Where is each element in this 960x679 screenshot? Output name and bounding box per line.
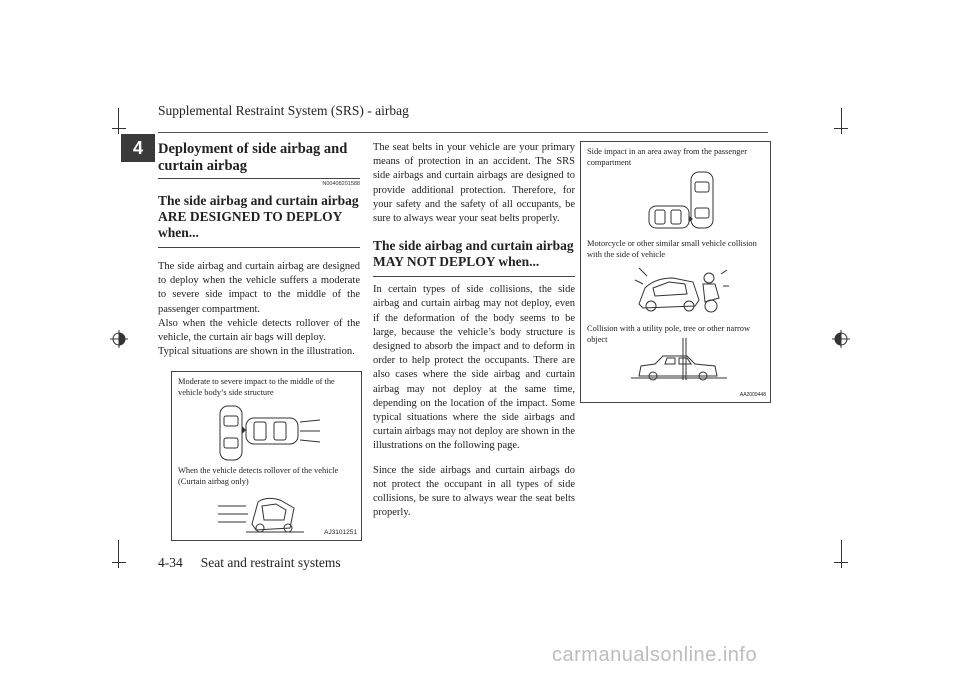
seatbelt-paragraph: The seat belts in your vehicle are your primary means of protection in an accident. The SRS side airbags and curtain airbags are designed to provide additional protection. Therefore, for your safety and the safety of all occupants, be sure to always wear your seat belts properly.	[373, 142, 575, 225]
deploy-paragraph-1: The side airbag and curtain airbag are designed to deploy when the vehicle suffers a moderate to severe side impact to the middle of the passenger compartment.	[158, 261, 360, 315]
figure-code: AA2009448	[739, 392, 766, 398]
page-footer	[158, 555, 341, 571]
figure-caption-rollover: When the vehicle detects rollover of the vehicle (Curtain airbag only)	[178, 466, 339, 486]
heading-rule	[158, 178, 360, 179]
section-code: N00408201588	[322, 181, 360, 187]
rollover-illustration	[216, 494, 306, 534]
crop-mark	[112, 562, 126, 563]
crop-mark	[118, 108, 119, 134]
header-rule	[158, 132, 768, 133]
side-impact-illustration	[212, 404, 322, 462]
watermark: carmanualsonline.info	[552, 644, 758, 666]
reminder-paragraph: Since the side airbags and curtain airbags do not protect the occupant in all types of side collisions, be sure to always wear the seat belts properly.	[373, 464, 575, 519]
registration-mark-left	[110, 330, 128, 348]
deploy-paragraph-2: Also when the vehicle detects rollover of the vehicle, the curtain air bags will deploy.	[158, 317, 360, 344]
not-deploy-rule	[373, 276, 575, 277]
crop-mark	[834, 562, 848, 563]
footer-section: Seat and restraint systems	[200, 555, 341, 570]
crop-mark	[112, 128, 126, 129]
registration-mark-right	[832, 330, 850, 348]
not-deploy-figure	[580, 141, 771, 403]
figure-caption-motorcycle: Motorcycle or other similar small vehicle collision with the side of vehicle	[587, 239, 757, 259]
crop-mark	[118, 540, 119, 568]
section-heading: Deployment of side airbag and curtain airbag	[158, 141, 348, 174]
motorcycle-illustration	[633, 264, 729, 314]
left-column	[158, 141, 360, 359]
figure-caption-away-impact: Side impact in an area away from the passenger compartment	[587, 147, 747, 167]
chapter-tab: 4	[121, 134, 155, 162]
deploy-figure	[171, 371, 362, 541]
not-deploy-subheading: The side airbag and curtain airbag MAY NOT DEPLOY when...	[373, 238, 574, 270]
crop-mark	[841, 540, 842, 568]
figure-code: AJ3101251	[324, 529, 357, 536]
away-impact-illustration	[647, 170, 727, 232]
not-deploy-paragraph: In certain types of side collisions, the side airbag and curtain airbag may not deploy, even if the deformation of the body seems to be large, because the vehicle’s body structure is designed to absorb the impact and to deform in order to help protect the occupants. There are also cases where the side airbag and curtain airbag may not deploy at the same time, depending on the location of the impact. Some typical situations where the side airbags and curtain airbags may not deploy are shown in the illustrations on the following page.	[373, 284, 575, 452]
page-number: 4-34	[158, 555, 183, 570]
crop-mark	[834, 128, 848, 129]
deploy-subheading: The side airbag and curtain airbag ARE DESIGNED TO DEPLOY when...	[158, 193, 359, 240]
figure-caption-side-impact: Moderate to severe impact to the middle of the vehicle body’s side structure	[178, 377, 335, 397]
middle-column	[373, 141, 575, 520]
deploy-paragraph-3: Typical situations are shown in the illustration.	[158, 346, 355, 358]
crop-mark	[841, 108, 842, 134]
subheading-rule	[158, 247, 360, 248]
figure-caption-pole: Collision with a utility pole, tree or other narrow object	[587, 324, 751, 344]
pole-collision-illustration	[629, 338, 729, 382]
page-header-title: Supplemental Restraint System (SRS) - airbag	[158, 103, 409, 118]
